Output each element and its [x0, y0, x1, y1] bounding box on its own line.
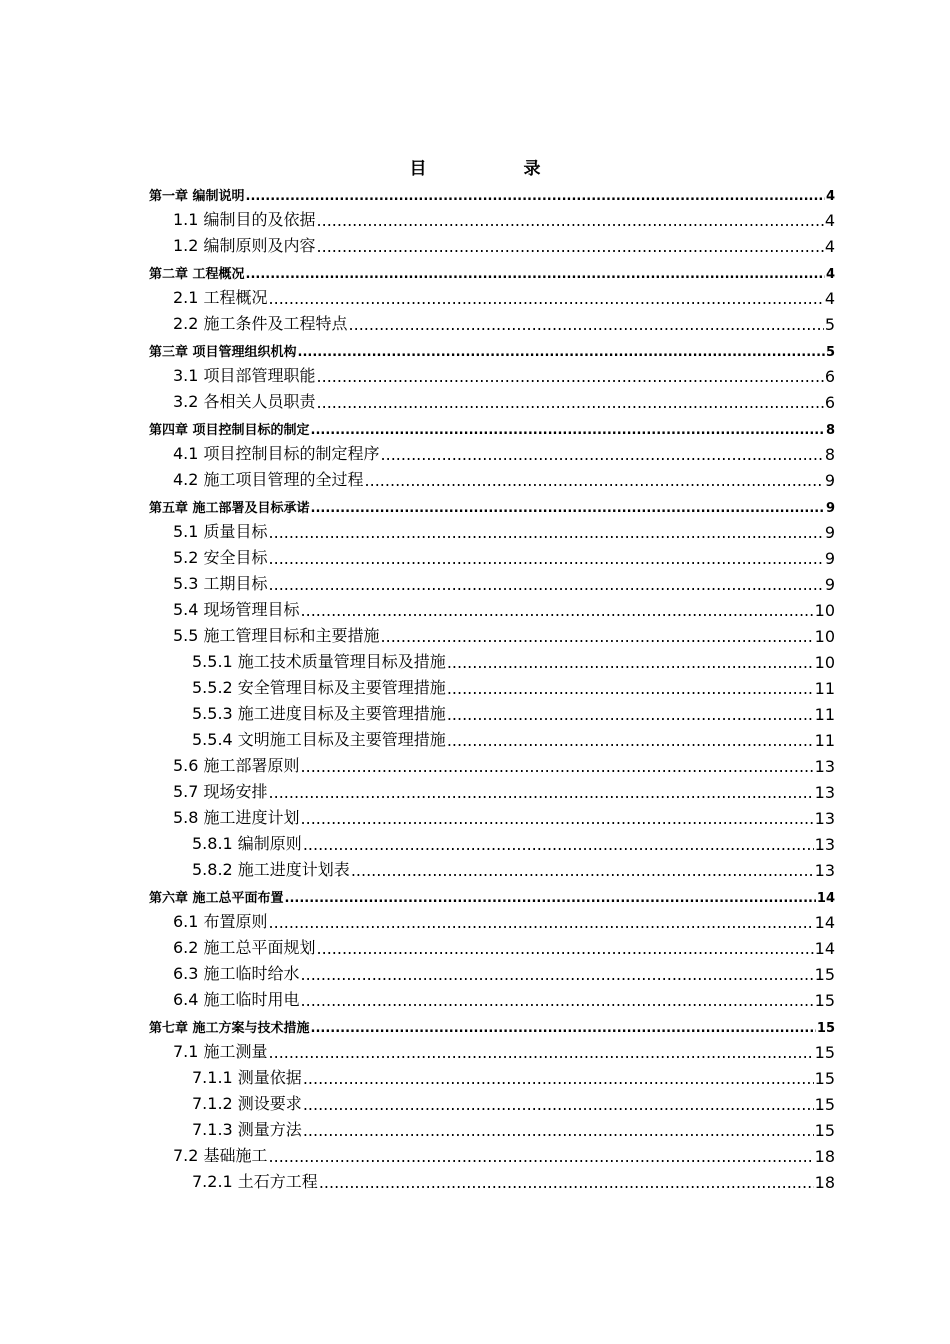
- dot-leader: [246, 189, 825, 204]
- toc-entry-label: 第四章 项目控制目标的制定: [149, 423, 310, 438]
- toc-entry-page-number: 4: [825, 267, 835, 282]
- toc-entry-chapter[interactable]: [149, 178, 835, 204]
- toc-entry-label: 5.6 施工部署原则: [173, 756, 300, 775]
- toc-entry-label: 3.1 项目部管理职能: [173, 366, 316, 385]
- toc-entry-page-number: 4: [824, 289, 835, 308]
- toc-entry-page-number: 15: [814, 1043, 835, 1062]
- toc-entry-page-number: 9: [825, 501, 835, 516]
- toc-entry-section[interactable]: [149, 438, 835, 464]
- toc-entry-section[interactable]: [149, 516, 835, 542]
- toc-entry-page-number: 9: [824, 549, 835, 568]
- toc-entry-label: 7.1.1 测量依据: [192, 1068, 302, 1087]
- toc-entry-page-number: 15: [814, 1121, 835, 1140]
- toc-entry-section[interactable]: [149, 1036, 835, 1062]
- dot-leader: [269, 549, 824, 568]
- toc-entry-label: 5.8.2 施工进度计划表: [192, 860, 350, 879]
- dot-leader: [269, 523, 824, 542]
- toc-entry-page-number: 15: [814, 1069, 835, 1088]
- toc-entry-label: 3.2 各相关人员职责: [173, 392, 316, 411]
- toc-entry-label: 5.3 工期目标: [173, 574, 268, 593]
- toc-entry-chapter[interactable]: [149, 412, 835, 438]
- dot-leader: [298, 345, 825, 360]
- dot-leader: [311, 423, 825, 438]
- dot-leader: [301, 965, 814, 984]
- toc-entry-page-number: 4: [824, 211, 835, 230]
- toc-entry-label: 5.5.2 安全管理目标及主要管理措施: [192, 678, 446, 697]
- toc-entry-label: 4.2 施工项目管理的全过程: [173, 470, 364, 489]
- toc-entry-page-number: 15: [814, 965, 835, 984]
- toc-entry-chapter[interactable]: [149, 1010, 835, 1036]
- toc-entry-sub[interactable]: [149, 1088, 835, 1114]
- toc-entry-section[interactable]: [149, 906, 835, 932]
- toc-entry-section[interactable]: [149, 542, 835, 568]
- toc-entry-label: 6.1 布置原则: [173, 912, 268, 931]
- toc-entry-page-number: 13: [814, 809, 835, 828]
- toc-entry-page-number: 9: [824, 575, 835, 594]
- dot-leader: [301, 757, 814, 776]
- dot-leader: [317, 237, 824, 256]
- toc-entry-label: 5.5.1 施工技术质量管理目标及措施: [192, 652, 446, 671]
- toc-entry-label: 6.3 施工临时给水: [173, 964, 300, 983]
- toc-entry-label: 6.2 施工总平面规划: [173, 938, 316, 957]
- toc-entry-sub[interactable]: [149, 828, 835, 854]
- dot-leader: [447, 679, 814, 698]
- dot-leader: [381, 445, 824, 464]
- toc-entry-section[interactable]: [149, 750, 835, 776]
- toc-entry-section[interactable]: [149, 958, 835, 984]
- toc-entry-section[interactable]: [149, 594, 835, 620]
- dot-leader: [269, 575, 824, 594]
- dot-leader: [303, 835, 814, 854]
- toc-entry-page-number: 8: [825, 423, 835, 438]
- toc-entry-section[interactable]: [149, 282, 835, 308]
- toc-entry-section[interactable]: [149, 776, 835, 802]
- toc-entry-sub[interactable]: [149, 724, 835, 750]
- toc-entry-page-number: 10: [814, 653, 835, 672]
- toc-entry-label: 第七章 施工方案与技术措施: [149, 1021, 310, 1036]
- toc-entry-sub[interactable]: [149, 1062, 835, 1088]
- toc-entry-page-number: 13: [814, 835, 835, 854]
- dot-leader: [303, 1121, 814, 1140]
- toc-entry-page-number: 13: [814, 783, 835, 802]
- toc-entry-page-number: 9: [824, 523, 835, 542]
- toc-entry-page-number: 6: [824, 367, 835, 386]
- toc-entry-sub[interactable]: [149, 1114, 835, 1140]
- dot-leader: [447, 705, 814, 724]
- dot-leader: [317, 211, 824, 230]
- dot-leader: [447, 653, 814, 672]
- toc-entry-label: 2.1 工程概况: [173, 288, 268, 307]
- dot-leader: [317, 367, 824, 386]
- toc-entry-section[interactable]: [149, 204, 835, 230]
- toc-entry-label: 第五章 施工部署及目标承诺: [149, 501, 310, 516]
- toc-entry-label: 2.2 施工条件及工程特点: [173, 314, 348, 333]
- dot-leader: [269, 913, 814, 932]
- toc-entry-section[interactable]: [149, 984, 835, 1010]
- toc-entry-page-number: 4: [824, 237, 835, 256]
- toc-entry-section[interactable]: [149, 360, 835, 386]
- toc-entry-page-number: 13: [814, 861, 835, 880]
- toc-entry-page-number: 4: [825, 189, 835, 204]
- toc-entry-page-number: 15: [814, 991, 835, 1010]
- dot-leader: [317, 939, 814, 958]
- toc-entry-page-number: 18: [814, 1173, 835, 1192]
- toc-entry-page-number: 8: [824, 445, 835, 464]
- toc-entry-sub[interactable]: [149, 672, 835, 698]
- dot-leader: [301, 601, 814, 620]
- toc-entry-page-number: 5: [824, 315, 835, 334]
- toc-entry-page-number: 14: [816, 891, 835, 906]
- toc-entry-section[interactable]: [149, 386, 835, 412]
- dot-leader: [269, 1147, 814, 1166]
- toc-entry-section[interactable]: [149, 568, 835, 594]
- toc-entry-label: 7.1.2 测设要求: [192, 1094, 302, 1113]
- toc-entry-label: 5.1 质量目标: [173, 522, 268, 541]
- dot-leader: [311, 501, 825, 516]
- toc-entry-label: 第二章 工程概况: [149, 267, 245, 282]
- toc-entry-label: 第三章 项目管理组织机构: [149, 345, 297, 360]
- toc-entry-page-number: 11: [814, 731, 835, 750]
- toc-entry-chapter[interactable]: [149, 880, 835, 906]
- dot-leader: [285, 891, 816, 906]
- toc-entry-section[interactable]: [149, 308, 835, 334]
- toc-entry-label: 6.4 施工临时用电: [173, 990, 300, 1009]
- toc-entry-page-number: 9: [824, 471, 835, 490]
- toc-entry-section[interactable]: [149, 620, 835, 646]
- dot-leader: [351, 861, 814, 880]
- toc-entry-label: 5.5.4 文明施工目标及主要管理措施: [192, 730, 446, 749]
- toc-entry-label: 1.2 编制原则及内容: [173, 236, 316, 255]
- toc-entry-label: 5.5 施工管理目标和主要措施: [173, 626, 380, 645]
- dot-leader: [381, 627, 814, 646]
- toc-entry-page-number: 11: [814, 679, 835, 698]
- toc-entry-page-number: 14: [814, 913, 835, 932]
- toc-entry-section[interactable]: [149, 802, 835, 828]
- toc-entry-label: 1.1 编制目的及依据: [173, 210, 316, 229]
- dot-leader: [301, 991, 814, 1010]
- toc-entry-sub[interactable]: [149, 646, 835, 672]
- toc-entry-label: 5.7 现场安排: [173, 782, 268, 801]
- dot-leader: [349, 315, 824, 334]
- toc-entry-page-number: 18: [814, 1147, 835, 1166]
- dot-leader: [303, 1095, 814, 1114]
- toc-entry-label: 5.5.3 施工进度目标及主要管理措施: [192, 704, 446, 723]
- toc-entry-page-number: 10: [814, 627, 835, 646]
- dot-leader: [269, 289, 824, 308]
- dot-leader: [246, 267, 825, 282]
- toc-entry-page-number: 10: [814, 601, 835, 620]
- dot-leader: [301, 809, 814, 828]
- toc-entry-sub[interactable]: [149, 854, 835, 880]
- toc-entry-sub[interactable]: [149, 698, 835, 724]
- toc-entry-label: 第一章 编制说明: [149, 189, 245, 204]
- toc-entry-page-number: 6: [824, 393, 835, 412]
- dot-leader: [447, 731, 814, 750]
- toc-entry-label: 5.8 施工进度计划: [173, 808, 300, 827]
- toc-entry-section[interactable]: [149, 932, 835, 958]
- dot-leader: [269, 1043, 814, 1062]
- toc-entry-label: 7.1 施工测量: [173, 1042, 268, 1061]
- toc-entry-page-number: 13: [814, 757, 835, 776]
- toc-entry-label: 第六章 施工总平面布置: [149, 891, 284, 906]
- dot-leader: [269, 783, 814, 802]
- toc-entry-label: 4.1 项目控制目标的制定程序: [173, 444, 380, 463]
- toc-entry-label: 5.4 现场管理目标: [173, 600, 300, 619]
- toc-entry-page-number: 11: [814, 705, 835, 724]
- toc-entry-section[interactable]: [149, 1140, 835, 1166]
- toc-entry-label: 5.2 安全目标: [173, 548, 268, 567]
- toc-entry-section[interactable]: [149, 464, 835, 490]
- toc-entry-sub[interactable]: [149, 1166, 835, 1192]
- dot-leader: [303, 1069, 814, 1088]
- toc-entry-chapter[interactable]: [149, 490, 835, 516]
- toc-title: 目 录: [409, 159, 581, 179]
- toc-entry-chapter[interactable]: [149, 256, 835, 282]
- dot-leader: [319, 1173, 814, 1192]
- toc-entry-label: 7.2.1 土石方工程: [192, 1172, 318, 1191]
- dot-leader: [365, 471, 824, 490]
- toc-entry-page-number: 5: [825, 345, 835, 360]
- dot-leader: [317, 393, 824, 412]
- dot-leader: [311, 1021, 816, 1036]
- toc-entry-page-number: 15: [814, 1095, 835, 1114]
- table-of-contents: [149, 178, 835, 1192]
- toc-entry-section[interactable]: [149, 230, 835, 256]
- toc-entry-page-number: 15: [816, 1021, 835, 1036]
- toc-entry-page-number: 14: [814, 939, 835, 958]
- toc-entry-label: 5.8.1 编制原则: [192, 834, 302, 853]
- toc-entry-label: 7.2 基础施工: [173, 1146, 268, 1165]
- toc-entry-label: 7.1.3 测量方法: [192, 1120, 302, 1139]
- toc-entry-chapter[interactable]: [149, 334, 835, 360]
